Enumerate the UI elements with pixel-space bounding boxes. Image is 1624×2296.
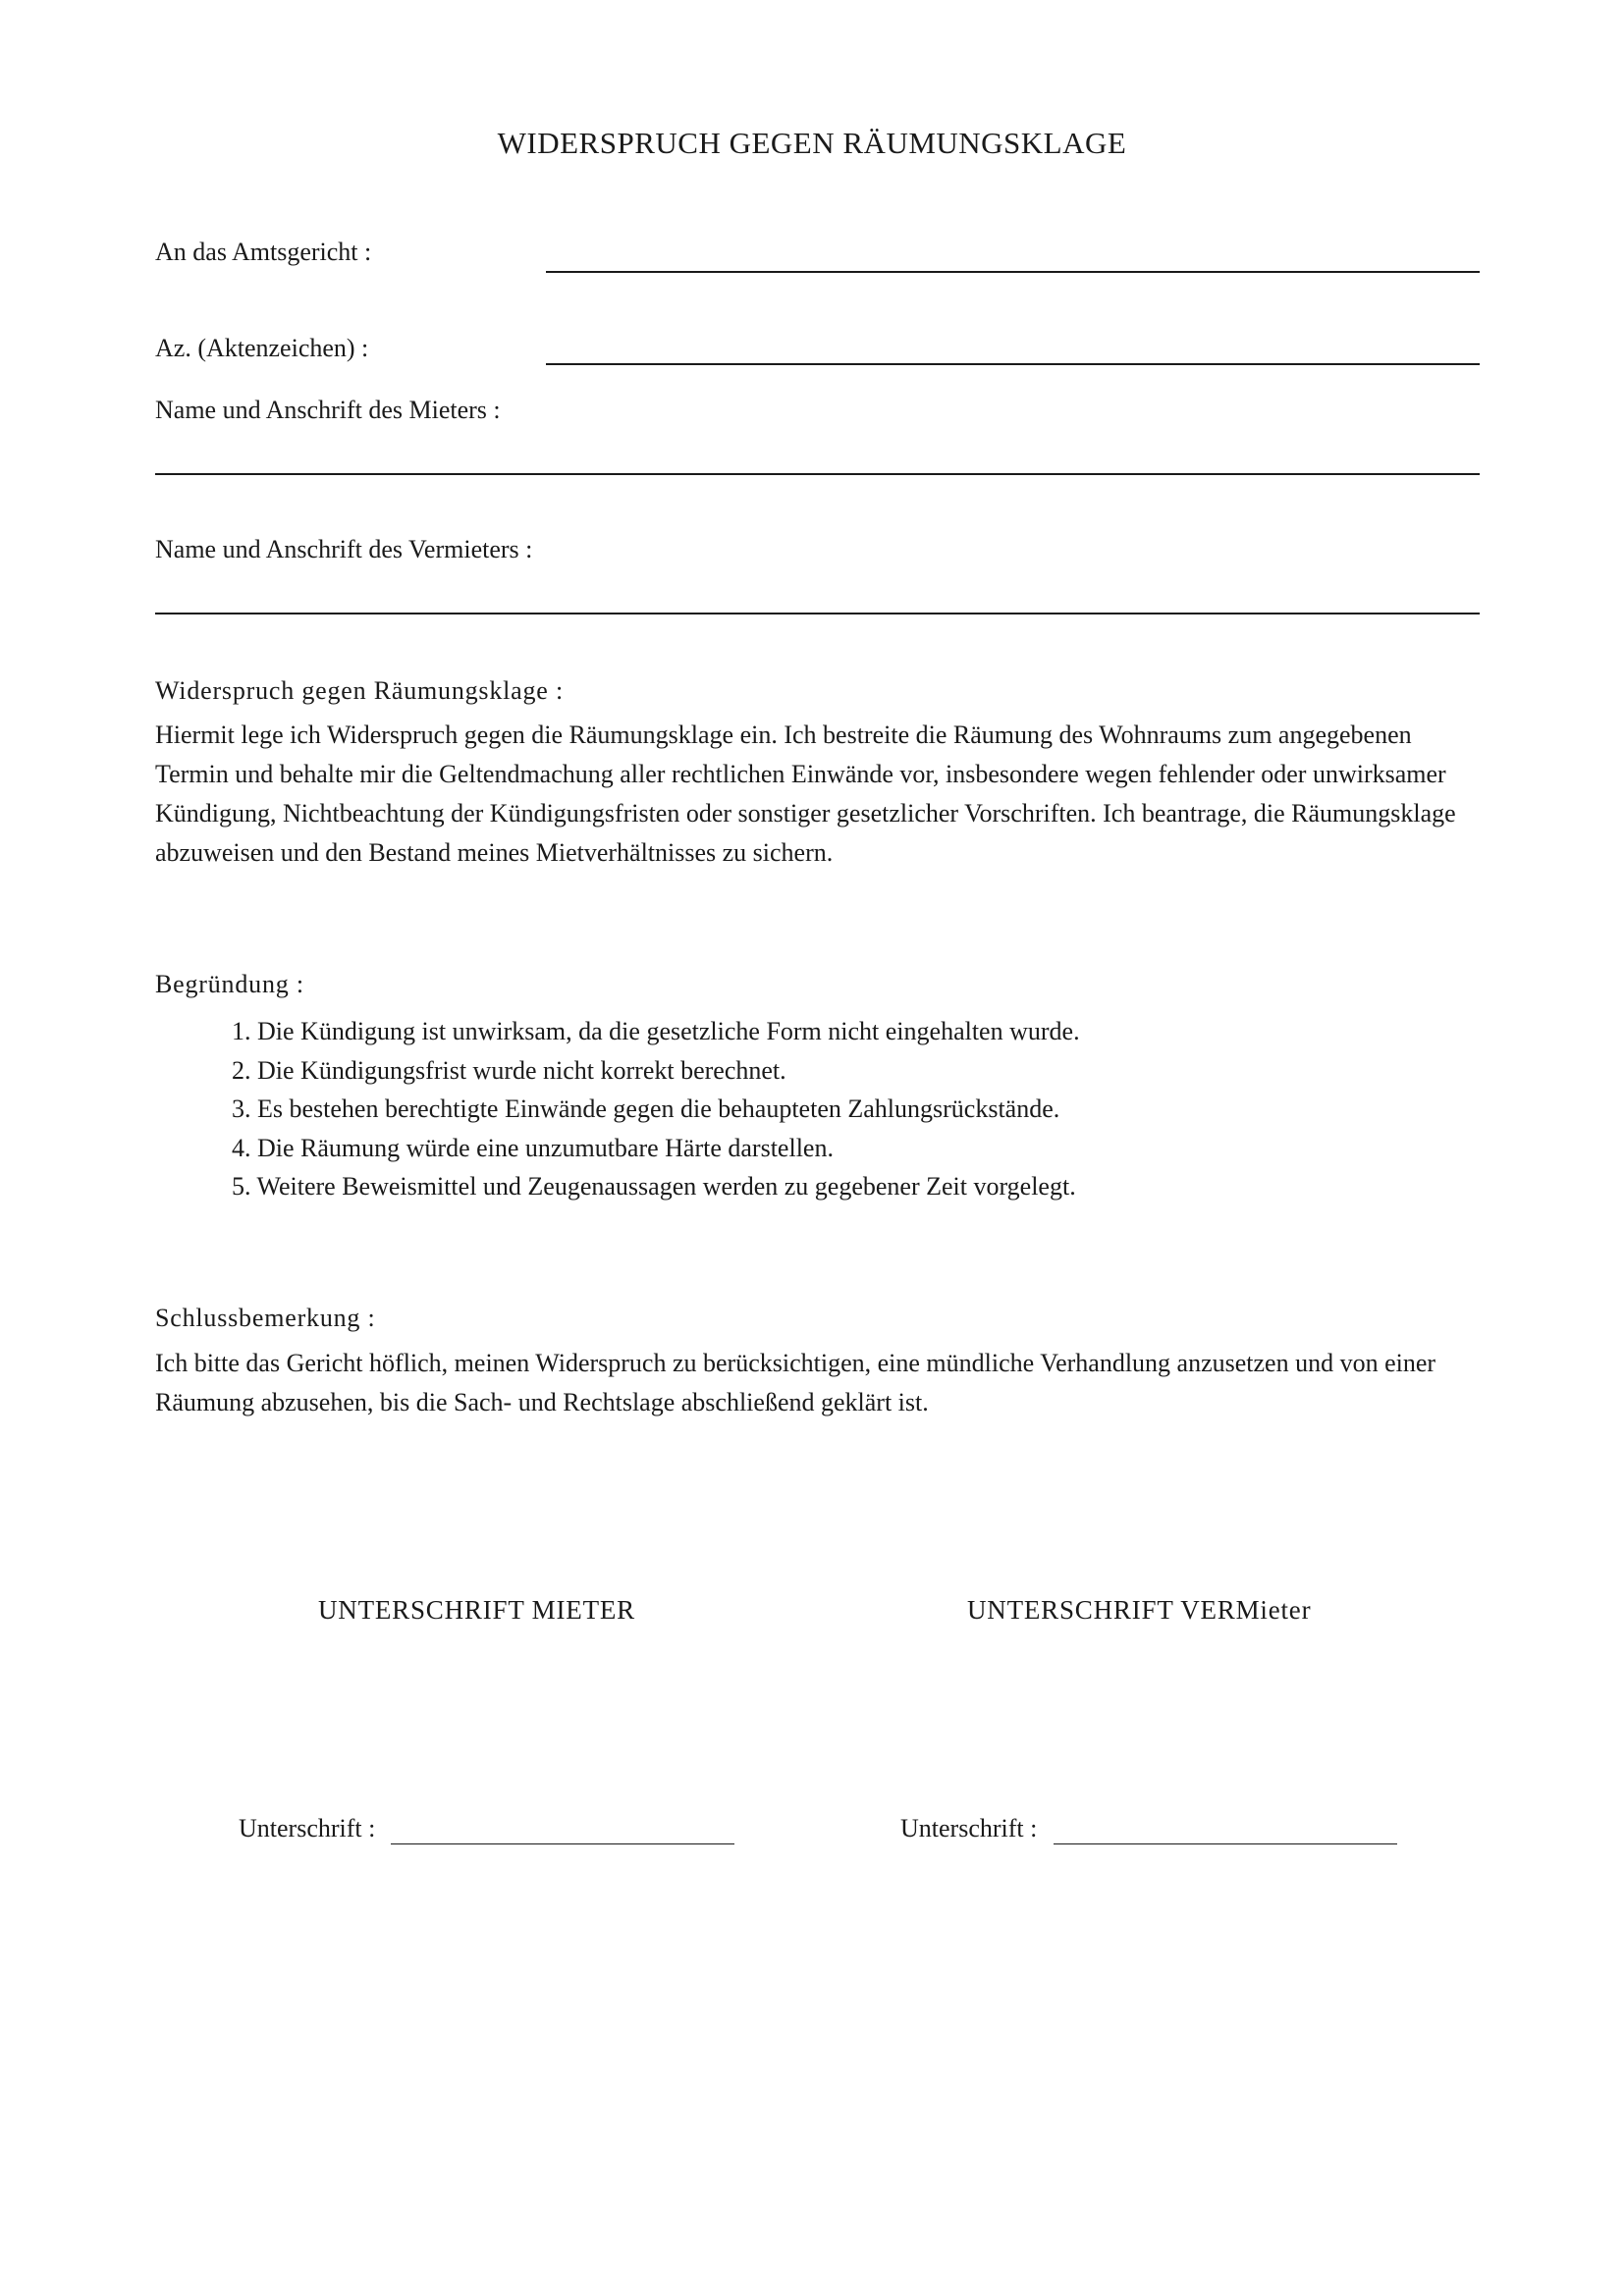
court-label: An das Amtsgericht :: [155, 238, 372, 266]
landlord-label: Name und Anschrift des Vermieters :: [155, 535, 533, 563]
reason-item: 1. Die Kündigung ist unwirksam, da die gesetzliche Form nicht eingehalten wurde.: [232, 1017, 1080, 1045]
tenant-signature-label: Unterschrift :: [239, 1814, 376, 1842]
reasons-heading: Begründung :: [155, 970, 304, 998]
tenant-signature-heading: UNTERSCHRIFT MIETER: [318, 1595, 635, 1625]
closing-heading: Schlussbemerkung :: [155, 1304, 376, 1332]
tenant-field-line[interactable]: [155, 473, 1480, 475]
reason-item: 3. Es bestehen berechtigte Einwände gegen die behaupteten Zahlungsrückstände.: [232, 1095, 1060, 1123]
case-number-field-line[interactable]: [546, 363, 1480, 365]
document-title: WIDERSPRUCH GEGEN RÄUMUNGSKLAGE: [497, 126, 1127, 160]
reason-item: 4. Die Räumung würde eine unzumutbare Härte darstellen.: [232, 1133, 834, 1162]
tenant-signature-line[interactable]: [391, 1843, 734, 1844]
case-number-label: Az. (Aktenzeichen) :: [155, 334, 369, 362]
objection-heading: Widerspruch gegen Räumungsklage :: [155, 676, 564, 705]
landlord-signature-line[interactable]: [1054, 1843, 1397, 1844]
objection-text: Hiermit lege ich Widerspruch gegen die Räumungsklage ein. Ich bestreite die Räumung des Wohnraums zum angegebenen Termin und behalte mir die Geltendmachung aller rechtlichen Einwände vor, insbesondere wegen fehlender oder unwirksamer Kündigung, Nichtbeachtung der Kündigungsfristen oder sonstiger gesetzlicher Vorschriften. Ich beantrage, die Räumungsklage abzuweisen und den Bestand meines Mietverhältnisses zu sichern.: [155, 721, 1456, 867]
reason-item: 2. Die Kündigungsfrist wurde nicht korrekt berechnet.: [232, 1055, 786, 1085]
court-field-line[interactable]: [546, 271, 1480, 273]
landlord-signature-label: Unterschrift :: [900, 1814, 1038, 1842]
tenant-label: Name und Anschrift des Mieters :: [155, 396, 501, 424]
reason-item: 5. Weitere Beweismittel und Zeugenaussagen werden zu gegebener Zeit vorgelegt.: [232, 1172, 1076, 1201]
closing-text: Ich bitte das Gericht höflich, meinen Widerspruch zu berücksichtigen, eine mündliche Verhandlung anzusetzen und von einer Räumung abzusehen, bis die Sach- und Rechtslage abschließend geklärt ist.: [155, 1349, 1436, 1416]
landlord-signature-heading: UNTERSCHRIFT VERMieter: [967, 1595, 1312, 1625]
landlord-field-line[interactable]: [155, 613, 1480, 614]
reasons-list: [232, 1012, 1080, 1206]
